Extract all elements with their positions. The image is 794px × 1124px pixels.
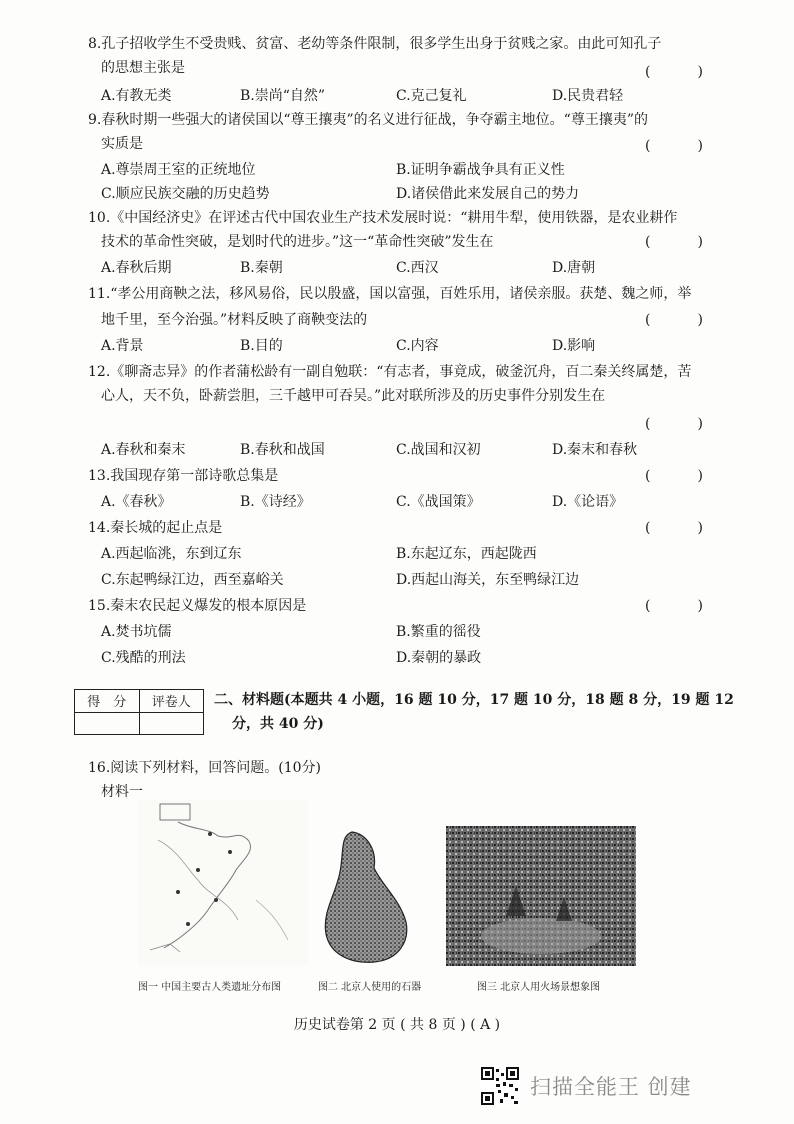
q8-option-b: B.崇尚“自然” xyxy=(240,88,326,104)
q10-option-d: D.唐朝 xyxy=(552,260,596,276)
figure-3-caption: 图三 北京人用火场景想象图 xyxy=(477,982,601,993)
q11-option-a: A.背景 xyxy=(101,338,144,354)
q8-answer-paren: ( ) xyxy=(645,64,703,80)
q9-stem-line1: 9.春秋时期一些强大的诸侯国以“尊王攘夷”的名义进行征战，争夺霸主地位。“尊王攘夷”的 xyxy=(88,112,648,128)
figure-1-caption: 图一 中国主要古人类遗址分布图 xyxy=(138,982,282,993)
figure-2-stone-tool xyxy=(322,830,410,965)
q10-option-a: A.春秋后期 xyxy=(101,260,172,276)
q9-answer-paren: ( ) xyxy=(645,138,703,154)
q8-option-d: D.民贵君轻 xyxy=(552,88,624,104)
q14-option-c: C.东起鸭绿江边，西至嘉峪关 xyxy=(101,572,284,588)
map-sketch xyxy=(138,800,308,965)
stone-tool-drawing xyxy=(322,830,410,965)
q15-option-b: B.繁重的徭役 xyxy=(396,624,481,640)
q9-option-b: B.证明争霸战争具有正义性 xyxy=(396,162,565,178)
q12-option-b: B.春秋和战国 xyxy=(240,442,325,458)
q11-answer-paren: ( ) xyxy=(645,312,703,328)
q15-option-c: C.残酷的刑法 xyxy=(101,650,186,666)
q11-stem-line2: 地千里，至今治强。”材料反映了商鞅变法的 xyxy=(101,312,368,328)
q12-stem-line2: 心人，天不负，卧薪尝胆，三千越甲可吞吴。”此对联所涉及的历史事件分别发生在 xyxy=(101,388,606,404)
q10-stem-line2: 技术的革命性突破，是划时代的进步。”这一“革命性突破”发生在 xyxy=(101,234,494,250)
q11-option-b: B.目的 xyxy=(240,338,283,354)
q14-option-d: D.西起山海关，东至鸭绿江边 xyxy=(396,572,580,588)
watermark-text: 扫描全能王 创建 xyxy=(530,1075,692,1099)
q15-option-a: A.焚书坑儒 xyxy=(101,624,172,640)
q15-stem: 15.秦末农民起义爆发的根本原因是 xyxy=(88,598,307,614)
q9-option-d: D.诸侯借此来发展自己的势力 xyxy=(396,186,580,202)
qr-code-icon xyxy=(480,1066,520,1106)
q8-stem-line1: 8.孔子招收学生不受贵贱、贫富、老幼等条件限制，很多学生出身于贫贱之家。由此可知孔子 xyxy=(88,36,662,52)
q13-answer-paren: ( ) xyxy=(645,468,703,484)
q13-stem: 13.我国现存第一部诗歌总集是 xyxy=(88,468,279,484)
figure-3-fire-scene xyxy=(446,826,636,966)
q12-option-d: D.秦末和春秋 xyxy=(552,442,638,458)
figure-2-caption: 图二 北京人使用的石器 xyxy=(318,982,422,993)
q8-option-a: A.有教无类 xyxy=(101,88,172,104)
q9-option-a: A.尊崇周王室的正统地位 xyxy=(101,162,256,178)
q10-option-b: B.秦朝 xyxy=(240,260,283,276)
q14-option-a: A.西起临洮，东到辽东 xyxy=(101,546,242,562)
q11-option-c: C.内容 xyxy=(396,338,439,354)
q10-answer-paren: ( ) xyxy=(645,234,703,250)
q14-stem: 14.秦长城的起止点是 xyxy=(88,520,223,536)
q12-option-a: A.春秋和秦末 xyxy=(101,442,186,458)
q13-option-d: D.《论语》 xyxy=(552,494,624,510)
q14-option-b: B.东起辽东，西起陇西 xyxy=(396,546,537,562)
q13-option-a: A.《春秋》 xyxy=(101,494,172,510)
q16-stem: 16.阅读下列材料，回答问题。(10分) xyxy=(88,760,322,776)
q8-option-c: C.克己复礼 xyxy=(396,88,467,104)
q12-answer-paren: ( ) xyxy=(645,416,703,432)
grader-header: 评卷人 xyxy=(139,690,204,713)
page-footer: 历史试卷第 2 页 ( 共 8 页 ) ( A ) xyxy=(293,1017,501,1033)
q10-stem-line1: 10.《中国经济史》在评述古代中国农业生产技术发展时说：“耕用牛犁，使用铁器，是农业耕作 xyxy=(88,210,678,226)
q15-answer-paren: ( ) xyxy=(645,598,703,614)
score-header: 得 分 xyxy=(75,690,140,713)
q11-stem-line1: 11.“孝公用商鞅之法，移风易俗，民以殷盛，国以富强，百姓乐用，诸侯亲服。获楚、魏之师，举 xyxy=(88,286,692,302)
q12-option-c: C.战国和汉初 xyxy=(396,442,481,458)
q12-stem-line1: 12.《聊斋志异》的作者蒲松龄有一副自勉联：“有志者，事竟成，破釜沉舟，百二秦关终属楚，苦 xyxy=(88,364,692,380)
q16-material-label: 材料一 xyxy=(101,784,143,800)
q9-stem-line2: 实质是 xyxy=(101,136,143,152)
q13-option-b: B.《诗经》 xyxy=(240,494,311,510)
score-cell xyxy=(75,712,140,735)
section2-heading-line2: 分，共 40 分) xyxy=(232,716,324,732)
score-box xyxy=(74,689,204,735)
section2-heading-line1: 二、材料题(本题共 4 小题，16 题 10 分，17 题 10 分，18 题 8 分，19 题 12 xyxy=(214,692,734,708)
q8-stem-line2: 的思想主张是 xyxy=(101,60,185,76)
grader-cell xyxy=(139,712,204,735)
q10-option-c: C.西汉 xyxy=(396,260,439,276)
q13-option-c: C.《战国策》 xyxy=(396,494,481,510)
scanner-watermark xyxy=(480,1066,692,1106)
q15-option-d: D.秦朝的暴政 xyxy=(396,650,482,666)
figure-1-map xyxy=(138,800,308,965)
q9-option-c: C.顺应民族交融的历史趋势 xyxy=(101,186,270,202)
q11-option-d: D.影响 xyxy=(552,338,596,354)
fire-scene-drawing xyxy=(446,826,636,966)
q14-answer-paren: ( ) xyxy=(645,520,703,536)
